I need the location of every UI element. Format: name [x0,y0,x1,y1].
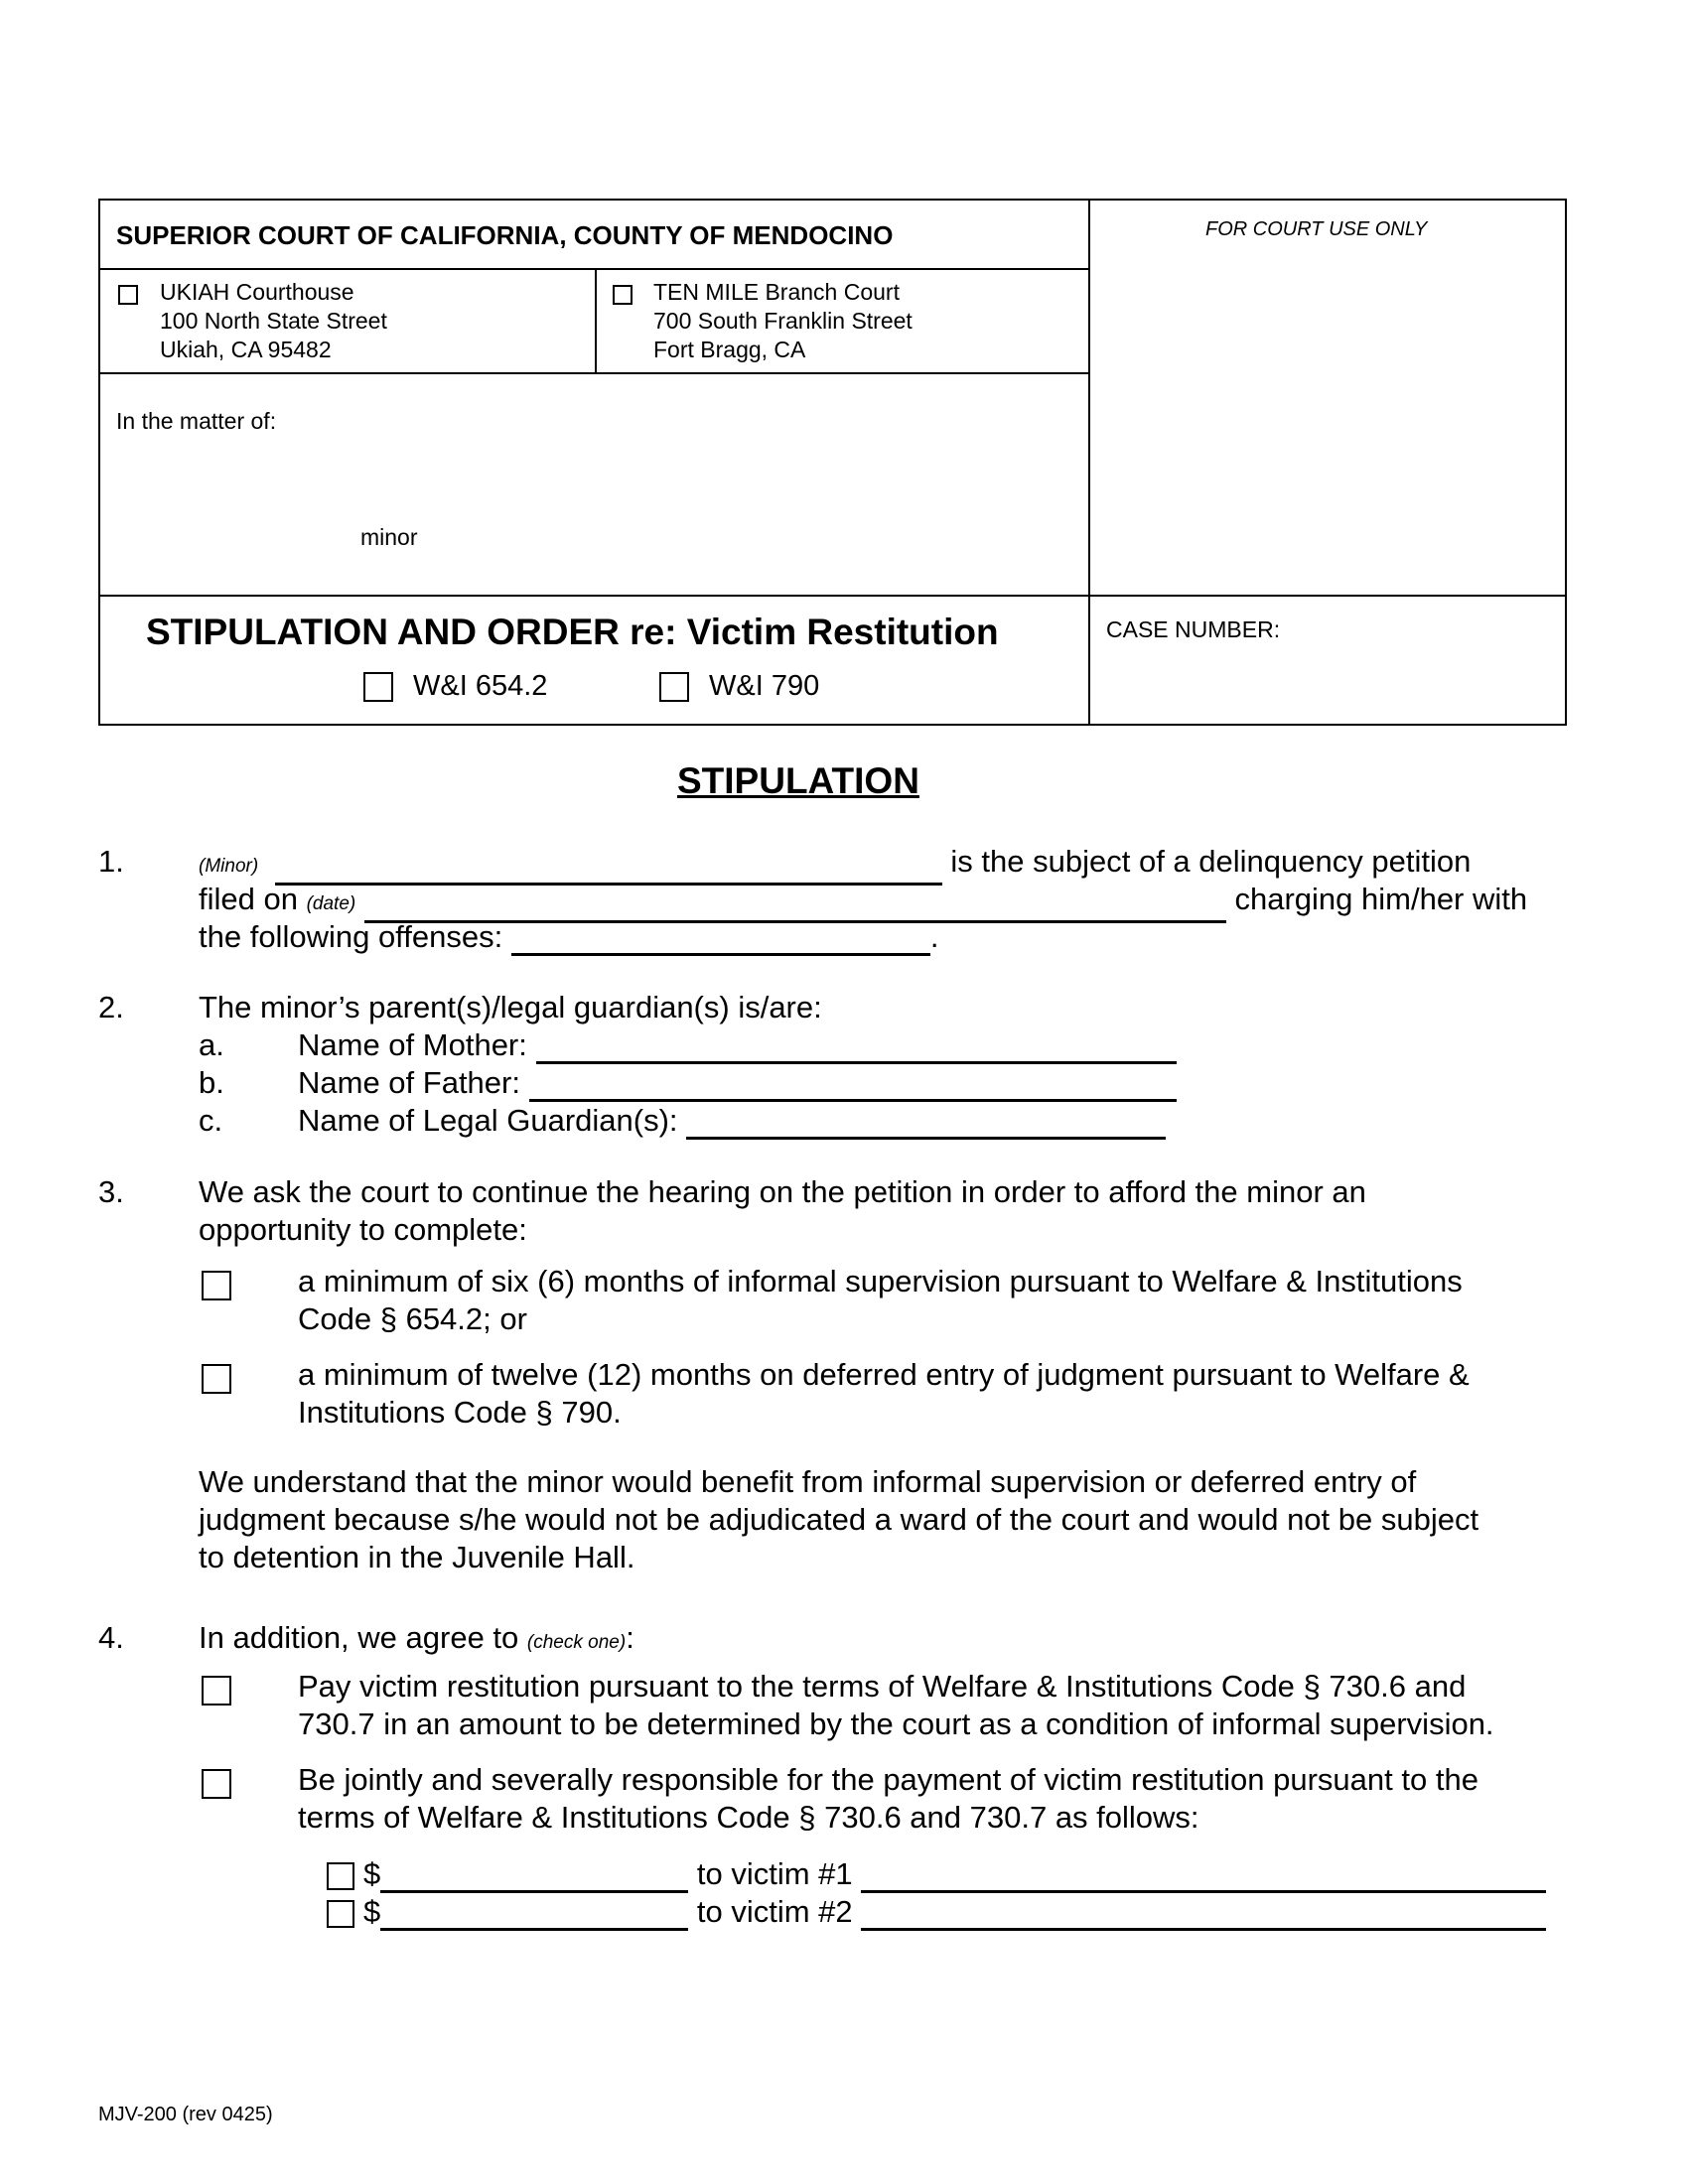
item3-line2: opportunity to complete: [199,1212,527,1247]
case-number-label: CASE NUMBER: [1106,616,1281,642]
item1-line2 [199,881,1527,923]
wi-654-2-checkbox[interactable] [363,672,393,702]
ukiah-street: 100 North State Street [160,308,387,334]
victim2-amount-field[interactable] [380,1898,688,1931]
ukiah-checkbox[interactable] [118,285,138,305]
father-name-field[interactable] [529,1069,1177,1102]
victim1-row [363,1855,1546,1893]
item3-para-line3: to detention in the Juvenile Hall. [199,1540,635,1574]
item1-period: . [929,919,939,954]
date-tag: (date) [306,893,356,914]
victim1-dollar: $ [363,1856,381,1891]
item4-opt2-line2: terms of Welfare & Institutions Code § 730.6 and 730.7 as follows: [298,1800,1199,1835]
stipulation-heading: STIPULATION [677,760,919,801]
mother-label: Name of Mother: [298,1027,527,1062]
item4-intro: In addition, we agree to [199,1620,519,1655]
tenmile-city: Fort Bragg, CA [653,337,806,362]
item2-number: 2. [98,990,124,1024]
victim2-dollar: $ [363,1894,381,1929]
caption-box [98,199,1567,726]
mother-name-field[interactable] [536,1031,1177,1064]
item1-line1 [199,843,1471,886]
victim2-checkbox[interactable] [327,1900,354,1928]
item1-number: 1. [98,844,124,879]
item3-opt1-line1: a minimum of six (6) months of informal supervision pursuant to Welfare & Institutions [298,1264,1463,1298]
ukiah-name: UKIAH Courthouse [160,279,354,305]
court-use-label: FOR COURT USE ONLY [1205,218,1428,240]
victim1-checkbox[interactable] [327,1862,354,1890]
item1-text-b: charging him/her with [1234,882,1528,916]
item4-number: 4. [98,1620,124,1655]
item3-opt2-line1: a minimum of twelve (12) months on deferred entry of judgment pursuant to Welfare & [298,1357,1470,1392]
victim1-name-field[interactable] [861,1860,1546,1893]
tenmile-checkbox[interactable] [613,285,633,305]
ukiah-city: Ukiah, CA 95482 [160,337,332,362]
check-one-tag: (check one) [526,1632,627,1653]
court-title: SUPERIOR COURT OF CALIFORNIA, COUNTY OF MENDOCINO [116,220,894,250]
offenses-field[interactable] [511,923,930,956]
item2c-letter: c. [199,1103,223,1138]
item3-para-line1: We understand that the minor would benefit from informal supervision or deferred entry of [199,1464,1417,1499]
divider-vertical [1088,201,1090,724]
item3-opt1-line2: Code § 654.2; or [298,1301,527,1336]
pay-restitution-checkbox[interactable] [202,1676,231,1706]
item2b-row [298,1064,1177,1102]
item3-paragraph [199,1463,1478,1576]
item2-intro: The minor’s parent(s)/legal guardian(s) is/are: [199,990,822,1024]
victim2-label: to victim #2 [696,1894,853,1929]
deferred-entry-checkbox[interactable] [202,1364,231,1394]
item4-option1 [298,1668,1494,1743]
item4-option2 [298,1761,1478,1837]
joint-responsibility-checkbox[interactable] [202,1769,231,1799]
item3-opt2-line2: Institutions Code § 790. [298,1395,622,1430]
wi-790-label: W&I 790 [709,670,820,702]
item1-text-a: is the subject of a delinquency petition [950,844,1472,879]
item2c-row [298,1102,1166,1140]
wi-654-2-label: W&I 654.2 [413,670,548,702]
guardian-name-field[interactable] [686,1107,1166,1140]
item3-number: 3. [98,1174,124,1209]
wi-790-checkbox[interactable] [659,672,689,702]
item1-text-c: the following offenses: [199,919,503,954]
item4-intro-row [199,1619,634,1662]
tenmile-address [653,278,913,364]
item3-para-line2: judgment because s/he would not be adjudicated a ward of the court and would not be subject [199,1502,1479,1537]
divider-h3 [100,595,1565,597]
item3-line1: We ask the court to continue the hearing on the petition in order to afford the minor an [199,1174,1366,1209]
guardian-label: Name of Legal Guardian(s): [298,1103,678,1138]
item3-option1 [298,1263,1463,1338]
item1-line3 [199,918,938,956]
informal-supervision-checkbox[interactable] [202,1271,231,1300]
item2a-letter: a. [199,1027,224,1062]
minor-label: minor [360,524,418,550]
item4-colon: : [626,1620,634,1655]
matter-label: In the matter of: [116,408,277,434]
tenmile-street: 700 South Franklin Street [653,308,913,334]
divider-court-split [595,268,597,373]
victim2-name-field[interactable] [861,1898,1546,1931]
item4-opt2-line1: Be jointly and severally responsible for the payment of victim restitution pursuant to the [298,1762,1478,1797]
victim1-label: to victim #1 [696,1856,853,1891]
minor-tag: (Minor) [199,856,259,877]
item3-option2 [298,1356,1470,1432]
item4-opt1-line1: Pay victim restitution pursuant to the terms of Welfare & Institutions Code § 730.6 and [298,1669,1467,1704]
form-id: MJV-200 (rev 0425) [98,2104,273,2125]
item3-text [199,1173,1366,1249]
item4-opt1-line2: 730.7 in an amount to be determined by the court as a condition of informal supervision. [298,1706,1494,1741]
item2b-letter: b. [199,1065,224,1100]
item2a-row [298,1026,1177,1064]
victim1-amount-field[interactable] [380,1860,688,1893]
filed-on-label: filed on [199,882,298,916]
ukiah-address [160,278,387,364]
tenmile-name: TEN MILE Branch Court [653,279,900,305]
form-title: STIPULATION AND ORDER re: Victim Restitution [146,612,999,652]
victim2-row [363,1893,1546,1931]
father-label: Name of Father: [298,1065,520,1100]
